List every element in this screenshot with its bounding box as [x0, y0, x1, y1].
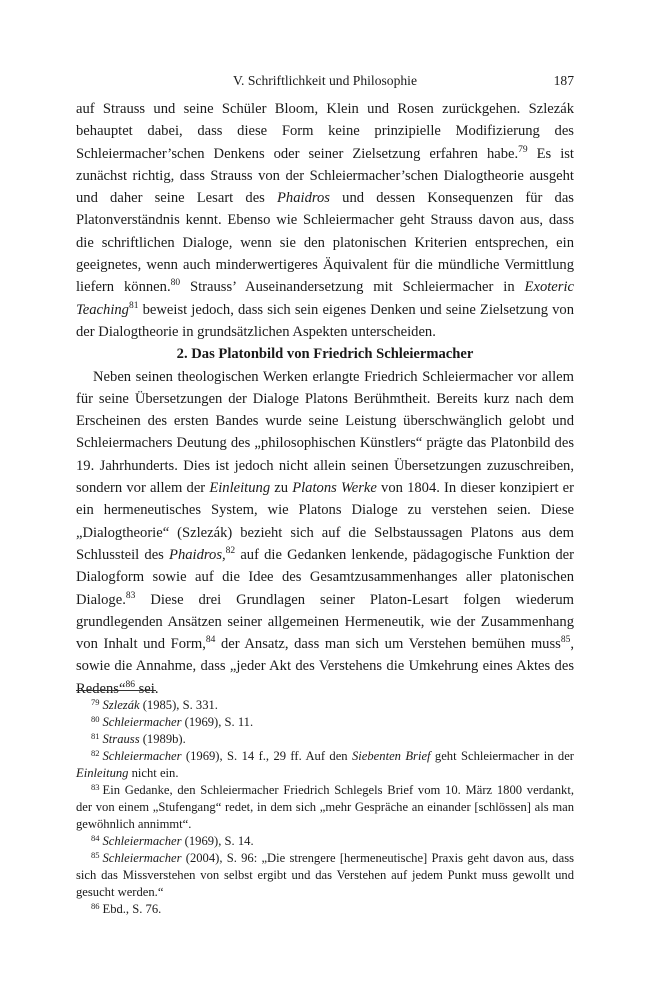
author-name: Schleiermacher: [102, 834, 182, 848]
text-run: Ein Gedanke, den Schleiermacher Friedrich Schlegels Brief vom 10. März 1800 verdankt, der von einem „Stufengang“ redet, in dem sich „mehr Gespräche an einander [schlössen] als man gewöhnlich annimmt“.: [76, 783, 574, 831]
work-title: Einleitung: [209, 480, 271, 497]
text-run: Ebd., S. 76.: [102, 902, 162, 916]
footnote-number: 79: [91, 697, 100, 707]
footnote-number: 86: [91, 901, 100, 911]
paragraph-2: [76, 366, 574, 700]
footnote-ref-84: 84: [205, 635, 216, 646]
footnote-83: [76, 782, 574, 833]
work-title: Platons Werke: [292, 480, 377, 497]
work-title: Phaidros,: [169, 546, 226, 563]
footnote-number: 85: [91, 850, 100, 860]
section-heading: 2. Das Platonbild von Friedrich Schleiermacher: [176, 346, 474, 363]
work-title: Siebenten Brief: [352, 749, 431, 763]
footnote-number: 83: [91, 782, 100, 792]
running-head-title: V. Schriftlichkeit und Philosophie: [232, 73, 417, 88]
text-run: Strauss’ Auseinandersetzung mit Schleiermacher in: [180, 279, 525, 296]
footnote-84: [76, 833, 574, 850]
footnote-number: 81: [91, 731, 100, 741]
footnote-number: 82: [91, 748, 100, 758]
text-run: der Ansatz, dass man sich um Verstehen bemühen muss: [215, 636, 561, 653]
footnote-81: [76, 731, 574, 748]
text-run: Diese drei Grundlagen seiner Platon-Lesart folgen wiederum grundlegenden Ansätzen seiner allgemeinen Hermeneutik, wie der Zusammenhang von Inhalt und Form,: [76, 591, 574, 653]
running-head: [76, 72, 574, 89]
text-run: sei.: [134, 680, 159, 697]
footnote-number: 80: [91, 714, 100, 724]
work-title: Phaidros: [277, 190, 330, 207]
footnote-86: [76, 901, 574, 918]
author-name: Schleiermacher: [102, 715, 182, 729]
text-run: (1989b).: [139, 732, 186, 746]
text-run: geht Schleiermacher in der: [430, 749, 574, 763]
footnote-ref-85: 85: [560, 635, 571, 646]
text-run: (2004), S. 96: „Die strengere [hermeneutische] Praxis geht davon aus, dass sich das Missverstehen von selbst ergibt und das Verstehen auf jedem Punkt muss gewollt und gesucht werden.“: [76, 851, 574, 899]
footnote-ref-80: 80: [170, 278, 181, 289]
footnote-82: [76, 748, 574, 782]
text-run: (1969), S. 11.: [181, 715, 254, 729]
footnote-80: [76, 714, 574, 731]
footnote-ref-79: 79: [518, 144, 528, 155]
text-run: , sowie die Annahme, dass „jeder Akt des Verstehens die Umkehrung eines Aktes des Redens“: [76, 636, 574, 697]
footnotes: [76, 697, 574, 918]
footnote-85: [76, 850, 574, 901]
work-title: Exoteric Teaching: [76, 279, 574, 318]
text-run: nicht ein.: [128, 766, 179, 780]
author-name: Szlezák: [102, 698, 140, 712]
text-run: beweist jedoch, dass sich sein eigenes Denken und seine Zielsetzung von der Dialogtheorie in grundsätzlichen Aspekten unterscheiden.: [76, 301, 574, 340]
text-run: von 1804. In dieser konzipiert er ein hermeneutisches System, wie Platons Dialoge zu verstehen seien. Diese „Dialogtheorie“ (Szlezák) bezieht sich auf die Selbstaussagen Platons aus dem Schlussteil des: [76, 480, 574, 563]
body-text: [76, 98, 574, 700]
text-run: auf Strauss und seine Schüler Bloom, Klein und Rosen zurückgehen. Szlezák behauptet dabei, dass diese Form keine prinzipielle Modifizierung des Schleiermacher’schen Denkens oder seiner Zielsetzung erfahren habe.: [76, 101, 574, 162]
text-run: (1985), S. 331.: [139, 698, 218, 712]
text-run: zu: [270, 480, 293, 497]
page-number: 187: [553, 73, 574, 88]
paragraph-1: [76, 98, 574, 343]
footnote-ref-81: 81: [128, 300, 139, 311]
footnote-rule: [76, 690, 156, 691]
text-run: (1969), S. 14.: [181, 834, 254, 848]
text-run: auf die Gedanken lenkende, pädagogische Funktion der Dialogform sowie auf die Idee des Gesamtzusammenhanges aller platonischen Dialoge.: [76, 546, 574, 608]
footnote-ref-83: 83: [125, 590, 136, 601]
author-name: Schleiermacher: [102, 749, 182, 763]
author-name: Strauss: [102, 732, 140, 746]
text-run: Es ist zunächst richtig, dass Strauss von der Schleiermacher’schen Dialogtheorie ausgeht und daher seine Lesart des: [76, 145, 574, 207]
text-run: und dessen Konsequenzen für das Platonverständnis kennt. Ebenso wie Schleiermacher geht Strauss davon aus, dass die schriftlichen Dialoge, wenn sie den platonischen Kriterien entsprechen, ein geeignetes, wenn auch minderwertigeres Äquivalent für die mündliche Vermittlung liefern können.: [76, 190, 574, 296]
text-run: (1969), S. 14 f., 29 ff. Auf den: [181, 749, 352, 763]
footnote-ref-82: 82: [225, 545, 236, 556]
work-title: Einleitung: [76, 766, 129, 780]
footnote-number: 84: [91, 833, 100, 843]
author-name: Schleiermacher: [102, 851, 182, 865]
text-run: Neben seinen theologischen Werken erlangte Friedrich Schleiermacher vor allem für seine Übersetzungen der Dialoge Platons Berühmtheit. Bereits kurz nach dem Erscheinen des ersten Bandes wurde seine Leistung überschwänglich gelobt und Schleiermachers Deutung des „philosophischen Künstlers“ prägte das Platonbild des 19. Jahrhunderts. Dies ist jedoch nicht allein seinen Übersetzungen zuzuschreiben, sondern vor allem der: [76, 368, 574, 497]
footnote-ref-86: 86: [125, 679, 135, 690]
footnote-79: [76, 697, 574, 714]
